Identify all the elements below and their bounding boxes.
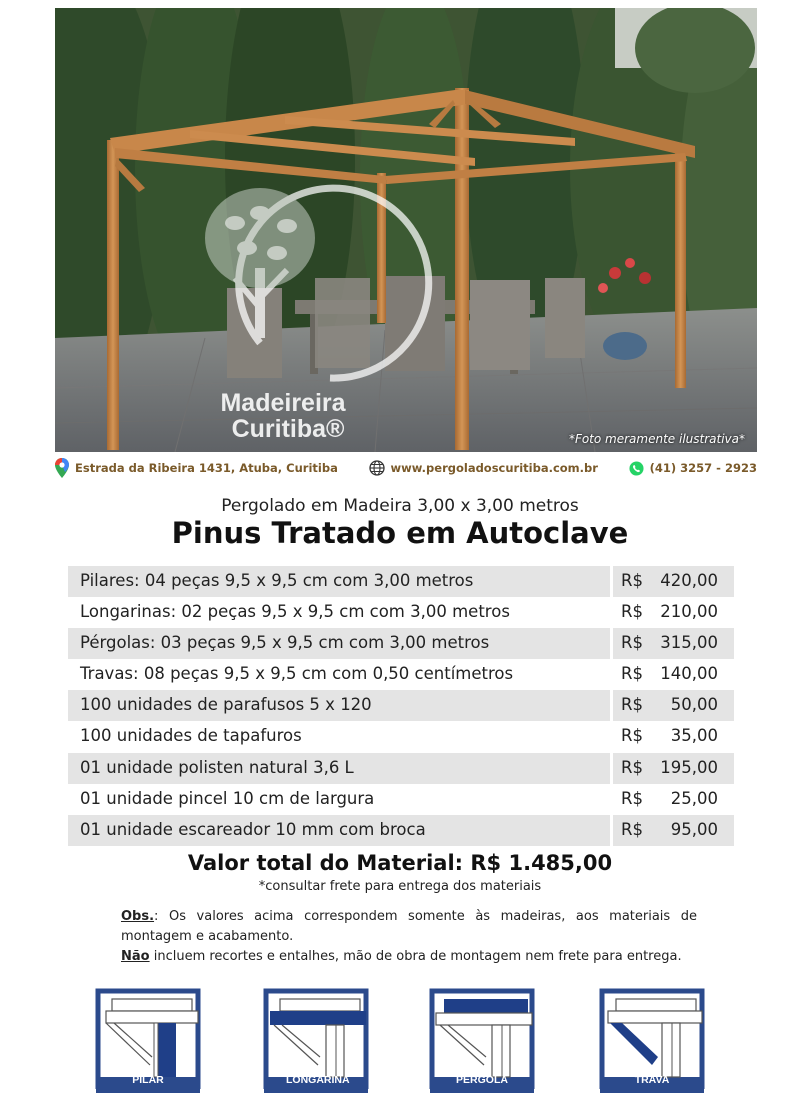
item-description: Longarinas: 02 peças 9,5 x 9,5 cm com 3,00 metros bbox=[80, 602, 510, 622]
website-item[interactable] bbox=[369, 460, 598, 476]
table-row bbox=[68, 815, 734, 846]
component-label: PERGOLA bbox=[456, 1074, 508, 1086]
item-price: 35,00 bbox=[670, 726, 718, 746]
component-label: PILAR bbox=[132, 1074, 164, 1086]
table-row bbox=[68, 721, 734, 752]
item-currency: R$ bbox=[613, 690, 653, 721]
item-currency: R$ bbox=[613, 815, 653, 846]
obs-label: Obs. bbox=[121, 909, 155, 924]
item-currency: R$ bbox=[621, 788, 643, 808]
component-longarina bbox=[260, 985, 372, 1095]
product-subtitle: Pergolado em Madeira 3,00 x 3,00 metros bbox=[221, 496, 579, 516]
item-price: 420,00 bbox=[653, 566, 734, 597]
table-row bbox=[68, 659, 734, 690]
table-row bbox=[68, 628, 734, 659]
hero-photo bbox=[55, 8, 757, 452]
contact-bar bbox=[55, 456, 757, 480]
item-description: 100 unidades de tapafuros bbox=[80, 726, 302, 746]
item-description: 01 unidade pincel 10 cm de largura bbox=[80, 788, 375, 808]
pergola-illustration bbox=[55, 8, 757, 452]
total-value: Valor total do Material: R$ 1.485,00 bbox=[187, 851, 613, 875]
notes-section bbox=[121, 907, 697, 967]
nao-text: incluem recortes e entalhes, mão de obra de montagem nem frete para entrega. bbox=[149, 949, 682, 964]
product-title: Pinus Tratado em Autoclave bbox=[171, 516, 629, 550]
photo-caption: *Foto meramente ilustrativa* bbox=[568, 432, 745, 446]
table-row bbox=[68, 566, 734, 597]
item-price: 95,00 bbox=[653, 815, 734, 846]
component-label: TRAVA bbox=[634, 1074, 670, 1086]
item-currency: R$ bbox=[621, 664, 643, 684]
address-text: Estrada da Ribeira 1431, Atuba, Curitiba bbox=[75, 461, 338, 475]
item-price: 50,00 bbox=[653, 690, 734, 721]
obs-paragraph bbox=[121, 907, 697, 947]
component-label: LONGARINA bbox=[286, 1074, 350, 1086]
table-row bbox=[68, 784, 734, 815]
nao-label: Não bbox=[121, 949, 150, 964]
whatsapp-icon bbox=[629, 461, 644, 476]
table-row bbox=[68, 753, 734, 784]
nao-paragraph bbox=[121, 947, 697, 967]
item-description: 01 unidade polisten natural 3,6 L bbox=[68, 753, 610, 784]
logo-line-1: Madeireira bbox=[220, 389, 346, 417]
phone-number[interactable]: (41) 3257 - 2923 bbox=[649, 461, 757, 475]
address-item bbox=[55, 458, 338, 478]
item-price: 315,00 bbox=[653, 628, 734, 659]
item-description: 01 unidade escareador 10 mm com broca bbox=[68, 815, 610, 846]
website-link[interactable]: www.pergoladoscuritiba.com.br bbox=[390, 461, 598, 475]
table-row bbox=[68, 690, 734, 721]
item-currency: R$ bbox=[621, 726, 643, 746]
component-pergola bbox=[426, 985, 538, 1095]
table-row bbox=[68, 597, 734, 628]
component-pilar bbox=[92, 985, 204, 1095]
item-price: 25,00 bbox=[670, 788, 718, 808]
map-pin-icon bbox=[55, 458, 69, 478]
globe-icon bbox=[369, 460, 385, 476]
madeireira-logo-text bbox=[183, 390, 383, 442]
item-price: 210,00 bbox=[660, 602, 718, 622]
item-description: 100 unidades de parafusos 5 x 120 bbox=[68, 690, 610, 721]
item-price: 195,00 bbox=[653, 753, 734, 784]
freight-note: *consultar frete para entrega dos materiais bbox=[258, 879, 542, 894]
price-table bbox=[68, 566, 734, 846]
obs-text: : Os valores acima correspondem somente às madeiras, aos materiais de montagem e acabamento. bbox=[121, 909, 697, 944]
component-icons bbox=[0, 985, 800, 1097]
item-currency: R$ bbox=[613, 628, 653, 659]
phone-item[interactable] bbox=[629, 461, 757, 476]
item-currency: R$ bbox=[621, 602, 643, 622]
item-description: Pilares: 04 peças 9,5 x 9,5 cm com 3,00 metros bbox=[68, 566, 610, 597]
logo-line-2: Curitiba® bbox=[231, 415, 345, 443]
item-price: 140,00 bbox=[660, 664, 718, 684]
item-description: Travas: 08 peças 9,5 x 9,5 cm com 0,50 centímetros bbox=[80, 664, 514, 684]
item-currency: R$ bbox=[613, 566, 653, 597]
item-description: Pérgolas: 03 peças 9,5 x 9,5 cm com 3,00 metros bbox=[68, 628, 610, 659]
component-trava bbox=[596, 985, 708, 1095]
item-currency: R$ bbox=[613, 753, 653, 784]
